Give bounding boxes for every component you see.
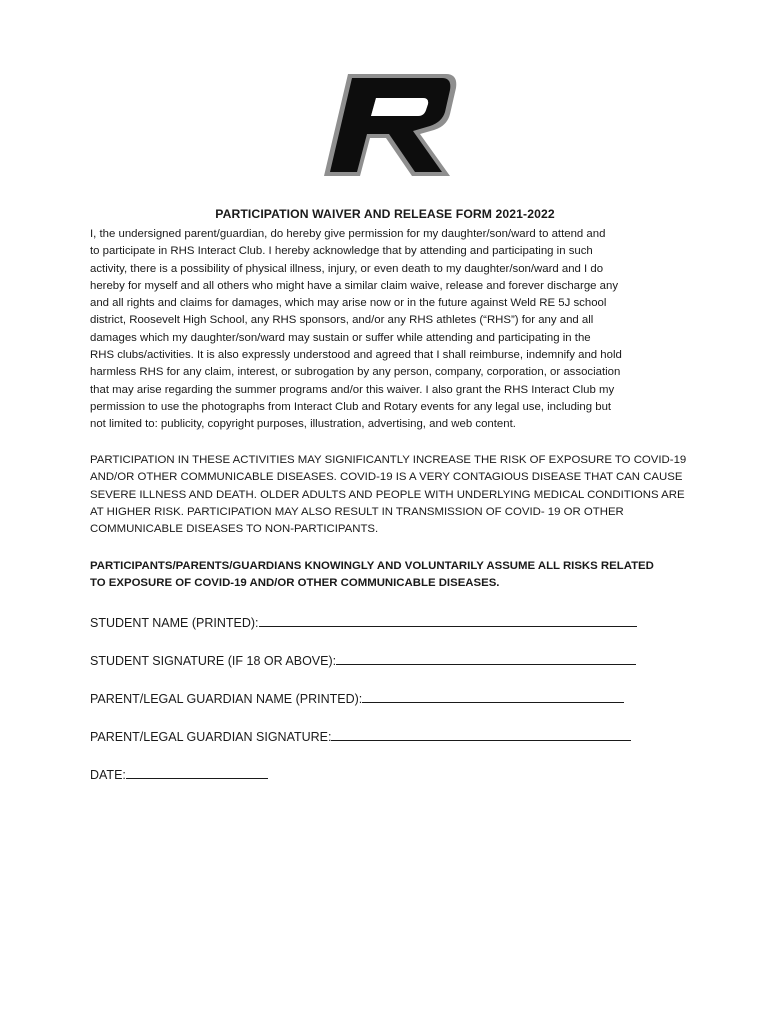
waiver-line: hereby for myself and all others who might have a similar claim waive, release and forever discharge any bbox=[90, 279, 619, 292]
waiver-line: I, the undersigned parent/guardian, do hereby give permission for my daughter/son/ward to attend and bbox=[90, 228, 606, 240]
waiver-line: district, Roosevelt High School, any RHS sponsors, and/or any RHS athletes (“RHS”) for any and all bbox=[90, 314, 594, 327]
covid-risk-paragraph bbox=[90, 452, 690, 538]
waiver-line: and all rights and claims for damages, which may arise now or in the future against Weld RE 5J school bbox=[90, 297, 607, 310]
covid-risk-line: AND/OR OTHER COMMUNICABLE DISEASES. COVID-19 IS A VERY CONTAGIOUS DISEASE THAT CAN CAUSE bbox=[90, 471, 683, 484]
waiver-line: to participate in RHS Interact Club. I hereby acknowledge that by attending and participating in such bbox=[90, 245, 593, 258]
form-title: PARTICIPATION WAIVER AND RELEASE FORM 2021-2022 bbox=[215, 207, 555, 221]
rhs-logo bbox=[318, 70, 458, 180]
covid-risk-line: SEVERE ILLNESS AND DEATH. OLDER ADULTS AND PEOPLE WITH UNDERLYING MEDICAL CONDITIONS ARE bbox=[90, 488, 685, 501]
waiver-line: RHS clubs/activities. It is also expressly understood and agreed that I shall reimburse, indemnify and hold bbox=[90, 349, 622, 362]
covid-risk-line: AT HIGHER RISK. PARTICIPATION MAY ALSO RESULT IN TRANSMISSION OF COVID- 19 OR OTHER bbox=[90, 505, 624, 518]
waiver-line: permission to use the photographs from Interact Club and Rotary events for any legal use, including but bbox=[90, 400, 612, 413]
student-name-field bbox=[90, 612, 637, 630]
waiver-paragraph bbox=[90, 226, 690, 434]
waiver-line: that may arise regarding the summer programs and/or this waiver. I also grant the RHS Interact Club my bbox=[90, 383, 615, 396]
guardian-name-blank[interactable] bbox=[362, 688, 624, 703]
guardian-signature-blank[interactable] bbox=[331, 726, 631, 741]
student-signature-field bbox=[90, 650, 636, 668]
logo-r-highlight bbox=[371, 98, 428, 116]
waiver-line: harmless RHS for any claim, interest, or subrogation by any person, company, corporation, or association bbox=[90, 366, 621, 379]
covid-risk-line: PARTICIPATION IN THESE ACTIVITIES MAY SIGNIFICANTLY INCREASE THE RISK OF EXPOSURE TO COVID-19 bbox=[90, 454, 687, 466]
student-signature-label: STUDENT SIGNATURE (IF 18 OR ABOVE): bbox=[90, 654, 337, 668]
waiver-line: not limited to: publicity, copyright purposes, illustration, advertising, and web content. bbox=[90, 418, 516, 431]
guardian-signature-label: PARENT/LEGAL GUARDIAN SIGNATURE: bbox=[90, 730, 332, 744]
date-label: DATE: bbox=[90, 768, 126, 782]
date-field bbox=[90, 764, 268, 782]
covid-risk-line: COMMUNICABLE DISEASES TO NON-PARTICIPANTS. bbox=[90, 523, 379, 536]
student-name-blank[interactable] bbox=[259, 612, 637, 627]
waiver-line: damages which my daughter/son/ward may sustain or suffer while attending and participating in the bbox=[90, 331, 591, 344]
guardian-name-field bbox=[90, 688, 624, 706]
guardian-signature-field bbox=[90, 726, 631, 744]
assumption-of-risk-paragraph bbox=[90, 558, 690, 593]
assumption-line: TO EXPOSURE OF COVID-19 AND/OR OTHER COMMUNICABLE DISEASES. bbox=[90, 577, 500, 590]
student-signature-blank[interactable] bbox=[336, 650, 636, 665]
waiver-line: activity, there is a possibility of physical illness, injury, or even death to my daughter/son/ward and I do bbox=[90, 262, 604, 275]
date-blank[interactable] bbox=[126, 764, 268, 779]
student-name-label: STUDENT NAME (PRINTED): bbox=[90, 616, 259, 630]
assumption-line: PARTICIPANTS/PARENTS/GUARDIANS KNOWINGLY AND VOLUNTARILY ASSUME ALL RISKS RELATED bbox=[90, 560, 654, 572]
guardian-name-label: PARENT/LEGAL GUARDIAN NAME (PRINTED): bbox=[90, 692, 363, 706]
